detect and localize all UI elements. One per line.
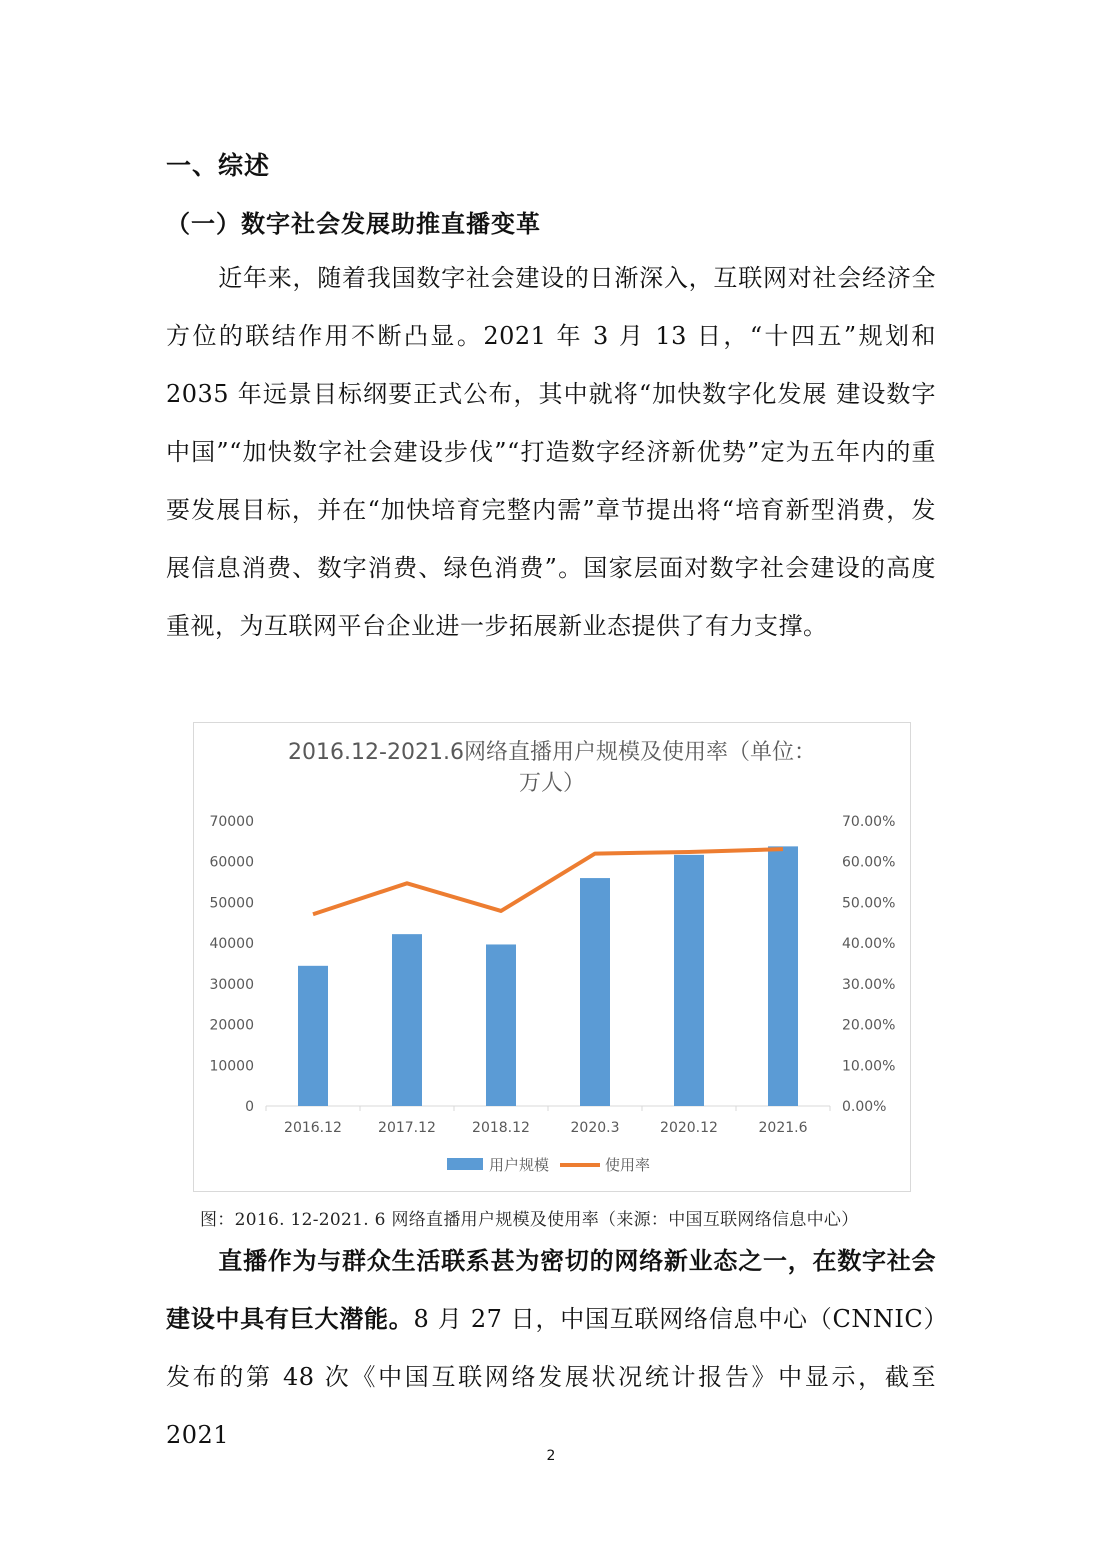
line-usage-rate xyxy=(313,849,783,914)
legend-bar-swatch xyxy=(447,1158,483,1170)
page-number: 2 xyxy=(546,1448,556,1464)
y-axis-tick-label: 70000 xyxy=(209,814,254,830)
paragraph-intro-text: 近年来，随着我国数字社会建设的日渐深入，互联网对社会经济全方位的联结作用不断凸显。2021 年 3 月 13 日，“十四五”规划和 2035 年远景目标纲要正式公布，其中就将“加快数字化发展 建设数字中国”“加快数字社会建设步伐”“打造数字经济新优势”定为五年内的重要发展目标，并在“加快培育完整内需”章节提出将“培育新型消费，发展信息消费、数字消费、绿色消费”。国家层面对数字社会建设的高度重视，为互联网平台企业进一步拓展新业态提供了有力支撑。 xyxy=(166,264,936,640)
y2-axis-tick-label: 10.00% xyxy=(842,1058,896,1075)
legend-label-usage-rate: 使用率 xyxy=(605,1156,651,1174)
paragraph-bold-lead: 直播作为与群众生活联系甚为密切的网络新业态之一，在数字社会建设中具有巨大潜能。 xyxy=(166,1247,936,1333)
x-axis-category-label: 2018.12 xyxy=(472,1120,530,1136)
chart-container xyxy=(193,722,911,1192)
bar-user-scale xyxy=(674,855,704,1106)
paragraph-body: 8 月 27 日，中国互联网络信息中心（CNNIC）发布的第 48 次《中国互联网络发展状况统计报告》中显示，截至 2021 xyxy=(166,1305,937,1449)
y2-axis-tick-label: 70.00% xyxy=(842,814,896,830)
paragraph-live-streaming xyxy=(166,1232,936,1464)
legend-label-user-scale: 用户规模 xyxy=(489,1156,550,1174)
chart-title: 2016.12-2021.6网络直播用户规模及使用率（单位： 万人） xyxy=(288,740,816,796)
y-axis-tick-label: 0 xyxy=(245,1099,254,1115)
x-axis-category-label: 2017.12 xyxy=(378,1120,436,1136)
y2-axis-tick-label: 20.00% xyxy=(842,1017,896,1034)
y2-axis-tick-label: 60.00% xyxy=(842,854,896,871)
figure-caption: 图：2016. 12-2021. 6 网络直播用户规模及使用率（来源：中国互联网络信息中心） xyxy=(200,1210,859,1230)
y-axis-tick-label: 20000 xyxy=(209,1017,254,1034)
y-axis-tick-label: 40000 xyxy=(209,936,254,953)
y2-axis-tick-label: 0.00% xyxy=(842,1099,887,1115)
y2-axis-tick-label: 30.00% xyxy=(842,976,896,993)
x-axis-category-label: 2021.6 xyxy=(758,1120,808,1136)
bar-user-scale xyxy=(486,944,516,1106)
bar-user-scale xyxy=(392,934,422,1106)
y2-axis-tick-label: 50.00% xyxy=(842,895,896,912)
y-axis-tick-label: 50000 xyxy=(209,895,254,912)
y-axis-tick-label: 60000 xyxy=(209,854,254,871)
x-axis-category-label: 2016.12 xyxy=(284,1120,342,1136)
section-heading: 一、综述 xyxy=(166,151,271,180)
y-axis-tick-label: 10000 xyxy=(209,1058,254,1075)
subsection-heading: （一）数字社会发展助推直播变革 xyxy=(166,210,541,238)
bar-user-scale xyxy=(580,878,610,1106)
x-axis-category-label: 2020.3 xyxy=(570,1120,620,1136)
combo-chart xyxy=(194,723,910,1191)
y2-axis-tick-label: 40.00% xyxy=(842,936,896,953)
x-axis-category-label: 2020.12 xyxy=(660,1120,718,1136)
bar-user-scale xyxy=(768,846,798,1106)
bar-user-scale xyxy=(298,966,328,1106)
paragraph-intro xyxy=(166,249,936,655)
y-axis-tick-label: 30000 xyxy=(209,976,254,993)
